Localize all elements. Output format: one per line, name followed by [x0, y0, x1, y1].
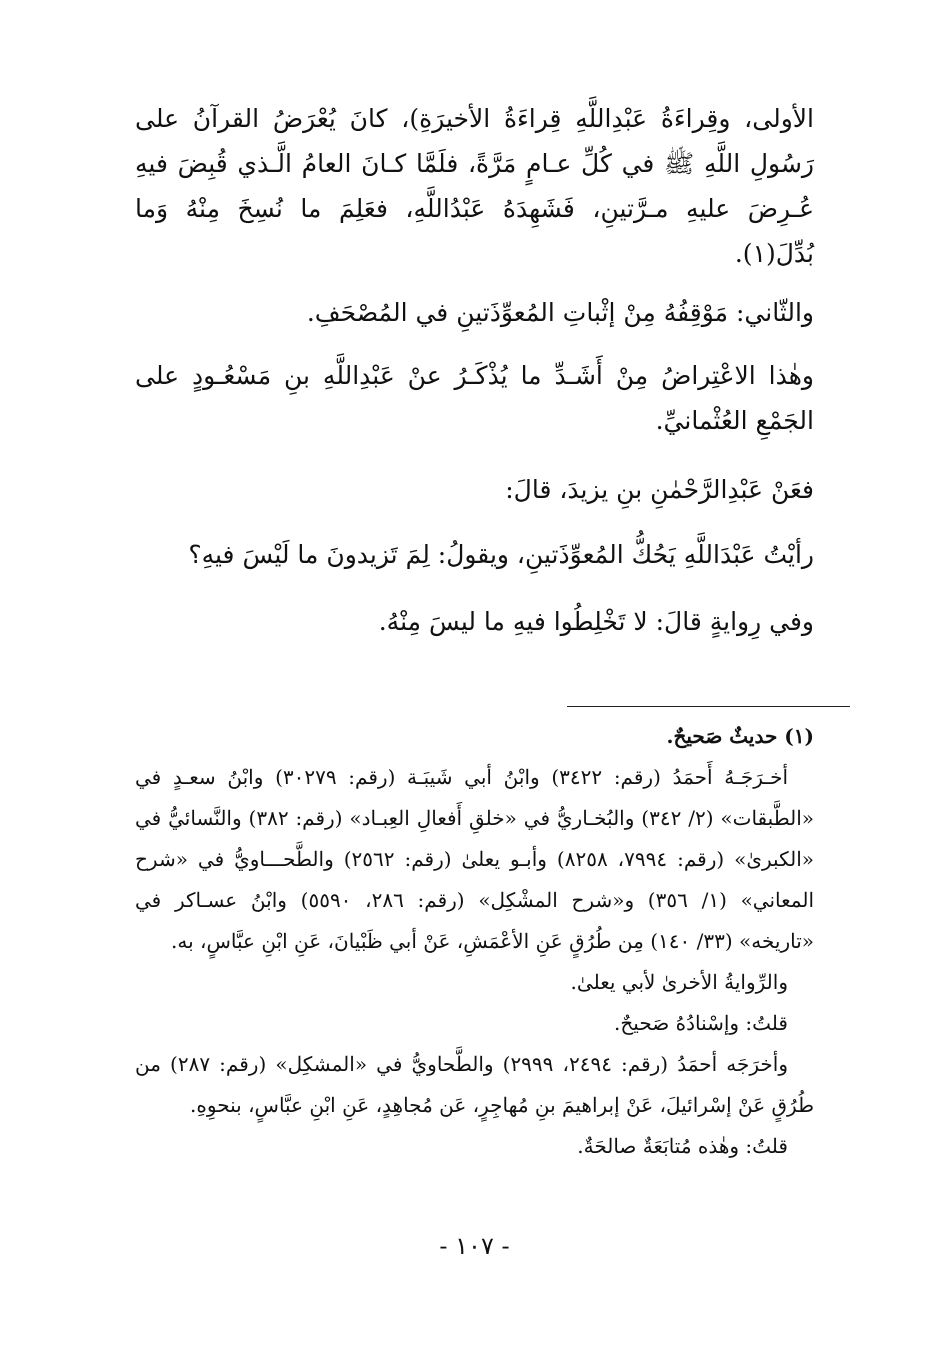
footnote-takhrij-2: وأخرَجَه أحمَدُ (رقم: ٢٤٩٤، ٢٩٩٩) والطَّحاويُّ في «المشكِل» (رقم: ٢٨٧) من طُرُقٍ عَنْ إسْرائيلَ، عَنْ إبراهيمَ بنِ مُهاجِرٍ، عَن مُجاهِدٍ، عَنِ ابْنِ عبَّاسٍ، بنحوِهِ. — [135, 1052, 814, 1117]
footnote-verdict-2: قلتُ: وهٰذه مُتابَعَةٌ صالحَةٌ. — [577, 1134, 788, 1158]
footnote-separator — [567, 706, 850, 707]
main-text — [135, 96, 814, 644]
footnote-other-narration: والرِّوايةُ الأخرىٰ لأبي يعلىٰ. — [570, 970, 788, 994]
paragraph-variant: وفي رِوايةٍ قالَ: لا تَخْلِطُوا فيهِ ما ليسَ مِنْهُ. — [378, 607, 814, 636]
paragraph-narration: فعَنْ عَبْدِالرَّحْمٰنِ بنِ يزيدَ، قالَ: — [505, 475, 814, 504]
paragraph-objection: وهٰذا الاعْتِراضُ مِنْ أَشَـدِّ ما يُذْكَـرُ عنْ عَبْدِاللَّهِ بنِ مَسْعُـودٍ على الجَمْعِ العُثْمانيِّ. — [135, 361, 814, 435]
footnotes — [135, 716, 814, 1167]
footnote-verdict-1: قلتُ: وإسْنادُهُ صَحيحٌ. — [614, 1011, 788, 1035]
page-number: - ١٠٧ - — [439, 1232, 510, 1260]
paragraph-quote: رأيْتُ عَبْدَاللَّهِ يَحُكُّ المُعوِّذَتينِ، ويقولُ: لِمَ تَزيدونَ ما لَيْسَ فيهِ؟ — [188, 540, 814, 569]
footnote-takhrij-1: أخـرَجَـهُ أَحمَدُ (رقم: ٣٤٢٢) وابْنُ أبي شَيبَـة (رقم: ٣٠٢٧٩) وابْنُ سعـدٍ في «الطَّبقات» (٢/ ٣٤٢) والبُخـاريُّ في «خلقِ أَفعالِ العِبـاد» (رقم: ٣٨٢) والنَّسائيُّ في «الكبرىٰ» (رقم: ٧٩٩٤، ٨٢٥٨) وأبـو يعلىٰ (رقم: ٢٥٦٢) والطَّحـــاويُّ في «شرح المعاني» (١/ ٣٥٦) و«شرح المشْكِل» (رقم: ٢٨٦، ٥٥٩٠) وابْنُ عسـاكر في «تاريخه» (٣٣/ ١٤٠) مِن طُرُقٍ عَنِ الأعْمَشِ، عَنْ أبي ظَبْيانَ، عَنِ ابْنِ عبَّاسٍ، به. — [135, 765, 815, 953]
footnote-heading: (١) حديثٌ صَحيحٌ. — [666, 724, 814, 748]
paragraph-intro: الأولى، وقِراءَةُ عَبْدِاللَّهِ قِراءَةُ الأخيرَةِ)، كانَ يُعْرَضُ القرآنُ على رَسُولِ اللَّهِ ﷺ في كُلِّ عـامٍ مَرَّةً، فلَمَّا كـانَ العامُ الَّـذي قُبِضَ فيهِ عُـرِضَ عليهِ مـرَّتينِ، فَشَهِدَهُ عَبْدُاللَّهِ، فعَلِمَ ما نُسِخَ مِنْهُ وَما بُدِّلَ(١). — [135, 104, 814, 268]
paragraph-second-objection: والثّاني: مَوْقِفُهُ مِنْ إثْباتِ المُعوِّذَتينِ في المُصْحَفِ. — [306, 298, 814, 327]
